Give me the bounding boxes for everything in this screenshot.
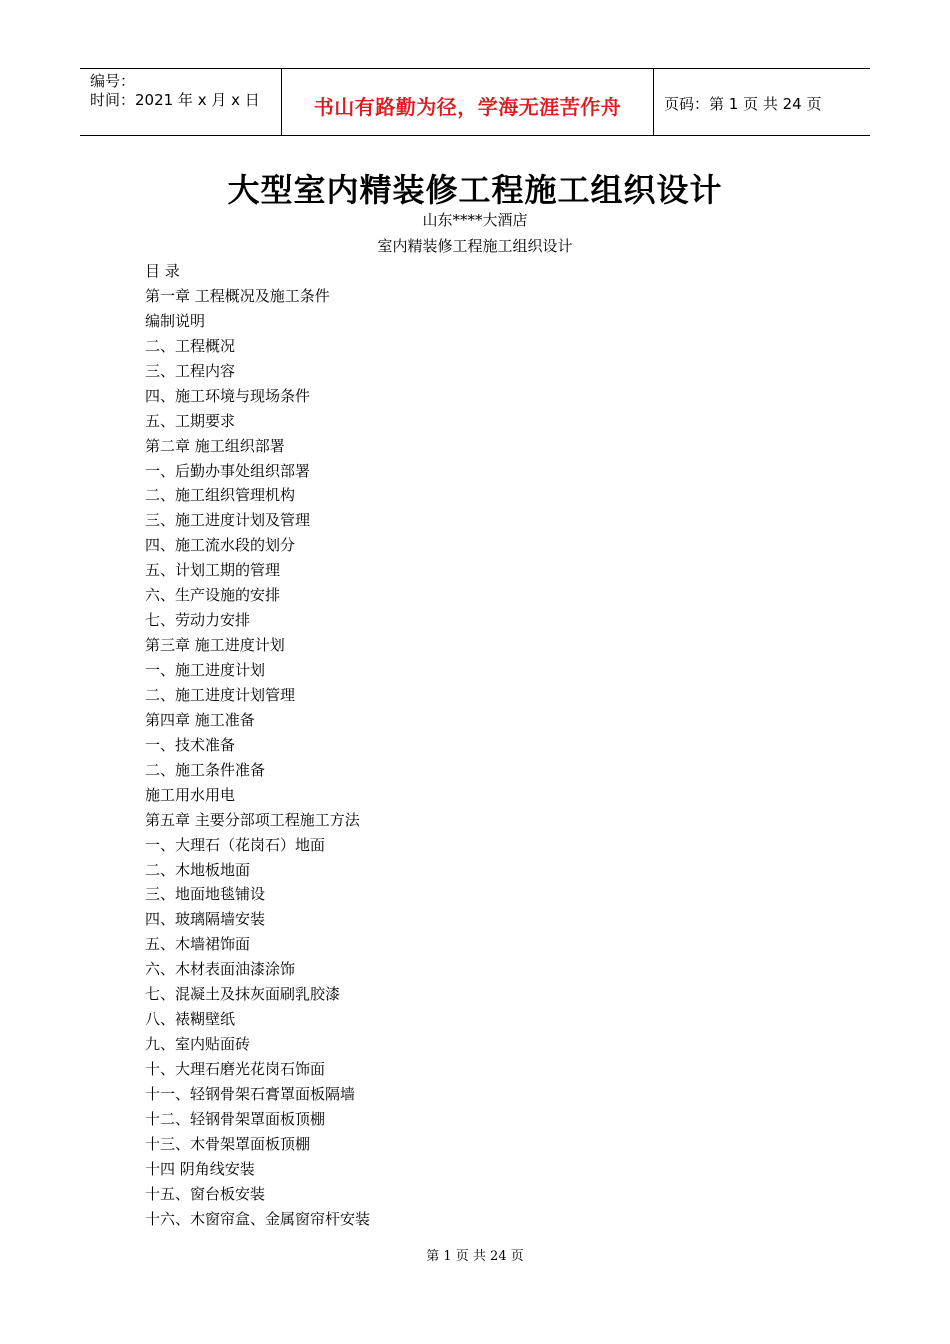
header-motto-cell: [282, 69, 654, 135]
table-of-contents: [145, 259, 370, 1232]
toc-item: 四、施工流水段的划分: [145, 536, 296, 555]
toc-item: 二、施工组织管理机构: [145, 486, 296, 505]
toc-item: 五、工期要求: [145, 411, 236, 430]
toc-item: 第二章 施工组织部署: [145, 436, 285, 455]
toc-item: 一、施工进度计划: [145, 661, 266, 679]
toc-item: 施工用水用电: [145, 785, 236, 804]
toc-item: 四、施工环境与现场条件: [145, 386, 311, 405]
toc-item: 二、木地板地面: [145, 860, 251, 879]
toc-item: 十、大理石磨光花岗石饰面: [145, 1060, 326, 1078]
toc-item: 一、技术准备: [145, 735, 236, 754]
toc-item: 第四章 施工准备: [145, 710, 255, 729]
document-number-label: 编号：: [90, 72, 136, 90]
toc-item: 编制说明: [145, 311, 206, 330]
toc-item: 六、生产设施的安排: [145, 586, 281, 605]
document-subtitle-hotel: 山东****大酒店: [422, 211, 528, 229]
toc-item: 第三章 施工进度计划: [145, 636, 285, 655]
toc-item: 七、混凝土及抹灰面刷乳胶漆: [145, 985, 341, 1004]
document-date-label: 时间：2021 年 x 月 x 日: [90, 91, 260, 109]
toc-item: 五、计划工期的管理: [145, 561, 281, 580]
toc-item: 一、大理石（花岗石）地面: [145, 835, 326, 854]
toc-item: 十三、木骨架罩面板顶棚: [145, 1134, 311, 1153]
toc-item: 十四 阴角线安装: [145, 1159, 255, 1178]
header-page-cell: [654, 69, 870, 135]
motto-text: 书山有路勤为径，学海无涯苦作舟: [313, 94, 622, 119]
toc-item: 九、室内贴面砖: [145, 1035, 251, 1054]
toc-item: 六、木材表面油漆涂饰: [145, 960, 296, 979]
document-subtitle-project: 室内精装修工程施工组织设计: [377, 237, 573, 255]
toc-item: 十二、轻钢骨架罩面板顶棚: [145, 1109, 326, 1128]
toc-item: 十一、轻钢骨架石膏罩面板隔墙: [145, 1084, 356, 1103]
toc-item: 八、裱糊壁纸: [145, 1010, 236, 1029]
toc-item: 第五章 主要分部项工程施工方法: [145, 810, 360, 829]
toc-item: 十五、窗台板安装: [145, 1184, 266, 1203]
page-header: [80, 68, 870, 136]
toc-heading: 目 录: [145, 262, 180, 280]
toc-item: 一、后勤办事处组织部署: [145, 461, 311, 480]
toc-item: 三、地面地毯铺设: [145, 885, 266, 904]
toc-item: 七、劳动力安排: [145, 611, 251, 630]
toc-item: 第一章 工程概况及施工条件: [145, 286, 330, 305]
toc-item: 三、工程内容: [145, 361, 236, 380]
header-meta-cell: [80, 69, 282, 135]
page-footer: 第 1 页 共 24 页: [426, 1249, 524, 1264]
page-info: 页码：第 1 页 共 24 页: [664, 95, 822, 113]
toc-item: 十六、木窗帘盒、金属窗帘杆安装: [145, 1209, 371, 1228]
document-title: 大型室内精装修工程施工组织设计: [227, 171, 723, 209]
toc-item: 二、工程概况: [145, 336, 236, 355]
toc-item: 五、木墙裙饰面: [145, 935, 251, 954]
toc-item: 二、施工进度计划管理: [145, 685, 296, 704]
toc-item: 四、玻璃隔墙安装: [145, 910, 266, 929]
toc-item: 三、施工进度计划及管理: [145, 511, 311, 530]
toc-item: 二、施工条件准备: [145, 760, 266, 779]
